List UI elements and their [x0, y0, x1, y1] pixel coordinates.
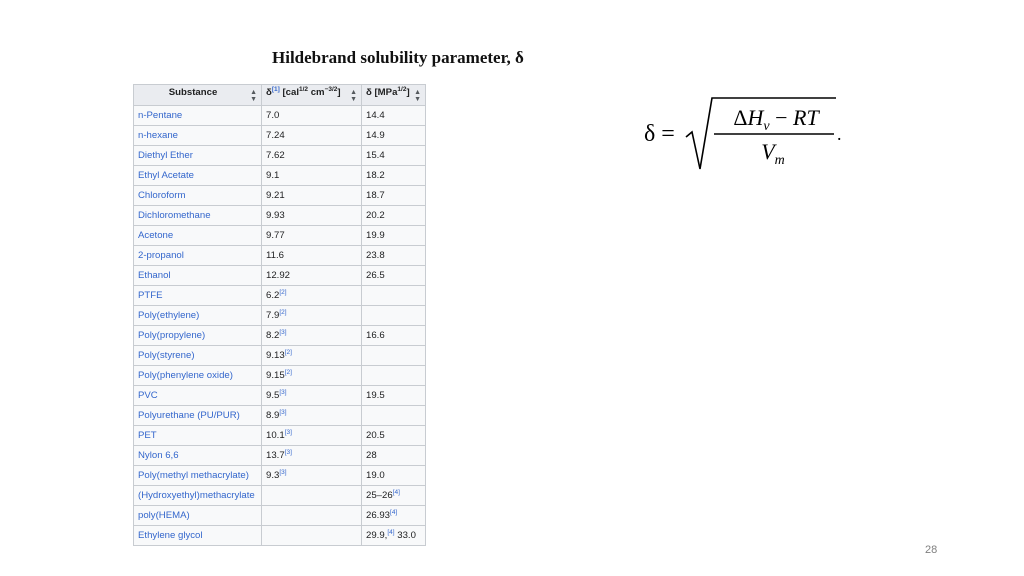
delta-mpa-cell [362, 186, 426, 206]
header-delta-mpa-label: δ [MPa [366, 87, 398, 98]
delta-mpa-cell [362, 446, 426, 466]
header-delta-cal-exp-a: 1/2 [298, 86, 309, 93]
formula-denominator [761, 139, 785, 168]
substance-link[interactable]: Acetone [134, 226, 262, 246]
delta-cal-value: 7.62 [266, 150, 285, 161]
delta-mpa-cell [362, 286, 426, 306]
sort-icon[interactable]: ▲ ▼ [350, 89, 357, 103]
formula-num-delta: Δ [733, 105, 748, 130]
delta-mpa-value: 14.9 [366, 130, 385, 141]
table-row [134, 346, 426, 366]
header-delta-cal-unit-b: cm [308, 87, 325, 98]
substance-link[interactable]: 2-propanol [134, 246, 262, 266]
delta-cal-cell [262, 466, 362, 486]
delta-cal-cell [262, 426, 362, 446]
table-body [134, 106, 426, 546]
table-row [134, 306, 426, 326]
reference-link[interactable]: [2] [279, 289, 287, 296]
delta-mpa-value: 19.0 [366, 470, 385, 481]
delta-mpa-cell [362, 386, 426, 406]
delta-mpa-cell [362, 266, 426, 286]
reference-link[interactable]: [2] [284, 349, 292, 356]
delta-cal-cell [262, 346, 362, 366]
reference-link[interactable]: [3] [279, 329, 287, 336]
slide-title: Hildebrand solubility parameter, δ [272, 48, 524, 67]
delta-mpa-cell [362, 326, 426, 346]
delta-mpa-cell [362, 406, 426, 426]
delta-cal-value: 9.1 [266, 170, 280, 181]
table-row [134, 446, 426, 466]
header-delta-cal[interactable] [262, 85, 362, 106]
table-row [134, 226, 426, 246]
table-row [134, 166, 426, 186]
substance-link[interactable]: Dichloromethane [134, 206, 262, 226]
delta-mpa-value: 19.5 [366, 390, 385, 401]
delta-cal-cell [262, 146, 362, 166]
delta-mpa-cell [362, 126, 426, 146]
delta-mpa-cell [362, 426, 426, 446]
substance-link[interactable]: Nylon 6,6 [134, 446, 262, 466]
delta-cal-cell [262, 226, 362, 246]
delta-mpa-cell [362, 506, 426, 526]
substance-link[interactable]: Ethylene glycol [134, 526, 262, 546]
formula-lhs: δ = [644, 121, 675, 147]
formula-den-v: V [761, 139, 775, 164]
delta-cal-cell [262, 306, 362, 326]
substance-link[interactable]: Ethyl Acetate [134, 166, 262, 186]
delta-mpa-extra-value: 33.0 [394, 530, 416, 541]
substance-link[interactable]: (Hydroxyethyl)methacrylate [134, 486, 262, 506]
table-row [134, 406, 426, 426]
header-delta-cal-unit-c: ] [337, 87, 341, 98]
delta-cal-value: 13.7 [266, 450, 285, 461]
reference-link[interactable]: [4] [392, 489, 400, 496]
sort-icon[interactable]: ▲ ▼ [250, 89, 257, 103]
delta-cal-cell [262, 186, 362, 206]
table-row [134, 246, 426, 266]
delta-cal-cell [262, 406, 362, 426]
reference-link[interactable]: [4] [390, 509, 398, 516]
delta-cal-cell [262, 166, 362, 186]
header-delta-cal-symbol: δ [266, 87, 272, 98]
delta-cal-cell [262, 366, 362, 386]
delta-mpa-cell [362, 486, 426, 506]
delta-mpa-cell [362, 106, 426, 126]
delta-cal-cell [262, 286, 362, 306]
delta-mpa-cell [362, 306, 426, 326]
delta-cal-value: 12.92 [266, 270, 291, 281]
substance-link[interactable]: Diethyl Ether [134, 146, 262, 166]
delta-cal-value: 9.77 [266, 230, 285, 241]
delta-mpa-value: 18.7 [366, 190, 385, 201]
substance-link[interactable]: Ethanol [134, 266, 262, 286]
table-row [134, 506, 426, 526]
table-row [134, 386, 426, 406]
delta-mpa-value: 28 [366, 450, 377, 461]
delta-cal-value: 6.2 [266, 290, 280, 301]
delta-cal-cell [262, 246, 362, 266]
delta-mpa-cell [362, 366, 426, 386]
delta-mpa-value: 26.5 [366, 270, 385, 281]
reference-link[interactable]: [3] [284, 449, 292, 456]
table-row [134, 266, 426, 286]
delta-cal-value: 11.6 [266, 250, 284, 261]
header-delta-mpa[interactable] [362, 85, 426, 106]
reference-link[interactable]: [2] [284, 369, 292, 376]
reference-link[interactable]: [3] [284, 429, 292, 436]
delta-mpa-value: 20.2 [366, 210, 385, 221]
delta-cal-cell [262, 326, 362, 346]
formula-num-h: H [747, 105, 764, 130]
substance-link[interactable]: Poly(methyl methacrylate) [134, 466, 262, 486]
substance-link[interactable]: PTFE [134, 286, 262, 306]
delta-cal-value: 9.21 [266, 190, 285, 201]
substance-link[interactable]: Poly(propylene) [134, 326, 262, 346]
formula-den-sub: m [774, 153, 785, 168]
delta-cal-cell [262, 486, 362, 506]
reference-link[interactable]: [3] [279, 469, 287, 476]
substance-link[interactable]: Polyurethane (PU/PUR) [134, 406, 262, 426]
delta-cal-cell [262, 206, 362, 226]
substance-link[interactable]: Chloroform [134, 186, 262, 206]
delta-cal-value: 8.9 [266, 410, 280, 421]
delta-cal-value: 9.13 [266, 350, 285, 361]
delta-mpa-value: 19.9 [366, 230, 385, 241]
delta-cal-value: 10.1 [266, 430, 285, 441]
delta-mpa-cell [362, 346, 426, 366]
delta-mpa-value: 20.5 [366, 430, 385, 441]
delta-cal-value: 7.24 [266, 130, 285, 141]
delta-mpa-cell [362, 526, 426, 546]
delta-cal-value: 7.9 [266, 310, 280, 321]
table-header-row [134, 85, 426, 106]
table-row [134, 106, 426, 126]
table-row [134, 526, 426, 546]
table-row [134, 286, 426, 306]
table-row [134, 206, 426, 226]
delta-cal-value: 9.15 [266, 370, 285, 381]
delta-mpa-value: 29.9, [366, 530, 388, 541]
delta-mpa-value: 16.6 [366, 330, 385, 341]
delta-cal-cell [262, 126, 362, 146]
delta-cal-value: 7.0 [266, 110, 280, 121]
table-row [134, 146, 426, 166]
delta-cal-cell [262, 106, 362, 126]
header-delta-mpa-close: ] [406, 87, 410, 98]
table-row [134, 466, 426, 486]
reference-link[interactable]: [4] [387, 529, 395, 536]
delta-mpa-cell [362, 206, 426, 226]
delta-cal-value: 9.93 [266, 210, 285, 221]
formula-trailing-period: . [837, 124, 842, 144]
delta-cal-cell [262, 526, 362, 546]
substance-link[interactable]: n-hexane [134, 126, 262, 146]
formula-numerator [733, 105, 820, 134]
reference-link[interactable]: [2] [279, 309, 287, 316]
delta-cal-cell [262, 266, 362, 286]
header-delta-cal-exp-b: −3/2 [324, 86, 338, 93]
delta-cal-cell [262, 506, 362, 526]
delta-mpa-cell [362, 226, 426, 246]
header-delta-cal-ref[interactable]: [1] [271, 86, 280, 93]
delta-cal-value: 9.5 [266, 390, 280, 401]
substance-link[interactable]: Poly(ethylene) [134, 306, 262, 326]
delta-cal-cell [262, 446, 362, 466]
substance-link[interactable]: PET [134, 426, 262, 446]
delta-mpa-value: 26.93 [366, 510, 391, 521]
formula-num-sub: v [763, 119, 770, 134]
header-substance[interactable] [134, 85, 262, 106]
page-number: 28 [925, 544, 938, 556]
delta-mpa-value: 15.4 [366, 150, 385, 161]
delta-mpa-cell [362, 466, 426, 486]
substance-link[interactable]: n-Pentane [134, 106, 262, 126]
formula-num-rt: RT [793, 105, 819, 130]
table-row [134, 486, 426, 506]
solubility-formula [640, 92, 845, 176]
delta-cal-cell [262, 386, 362, 406]
table-row [134, 126, 426, 146]
delta-cal-value: 8.2 [266, 330, 280, 341]
delta-mpa-cell [362, 166, 426, 186]
substance-link[interactable]: PVC [134, 386, 262, 406]
sort-icon[interactable]: ▲ ▼ [414, 89, 421, 103]
delta-cal-value: 9.3 [266, 470, 280, 481]
table-row [134, 426, 426, 446]
header-substance-label: Substance [168, 87, 218, 98]
delta-mpa-value: 23.8 [366, 250, 385, 261]
delta-mpa-value: 14.4 [366, 110, 385, 121]
table-row [134, 186, 426, 206]
substance-link[interactable]: Poly(styrene) [134, 346, 262, 366]
delta-mpa-value: 25–26 [366, 490, 393, 501]
delta-mpa-cell [362, 246, 426, 266]
table-row [134, 326, 426, 346]
solubility-table [133, 84, 426, 546]
substance-link[interactable]: poly(HEMA) [134, 506, 262, 526]
reference-link[interactable]: [3] [279, 389, 287, 396]
substance-link[interactable]: Poly(phenylene oxide) [134, 366, 262, 386]
reference-link[interactable]: [3] [279, 409, 287, 416]
formula-num-rest: − [769, 105, 793, 130]
header-delta-mpa-exp: 1/2 [397, 86, 407, 93]
delta-mpa-value: 18.2 [366, 170, 385, 181]
delta-mpa-cell [362, 146, 426, 166]
header-delta-cal-unit-a: [cal [279, 87, 299, 98]
table-row [134, 366, 426, 386]
